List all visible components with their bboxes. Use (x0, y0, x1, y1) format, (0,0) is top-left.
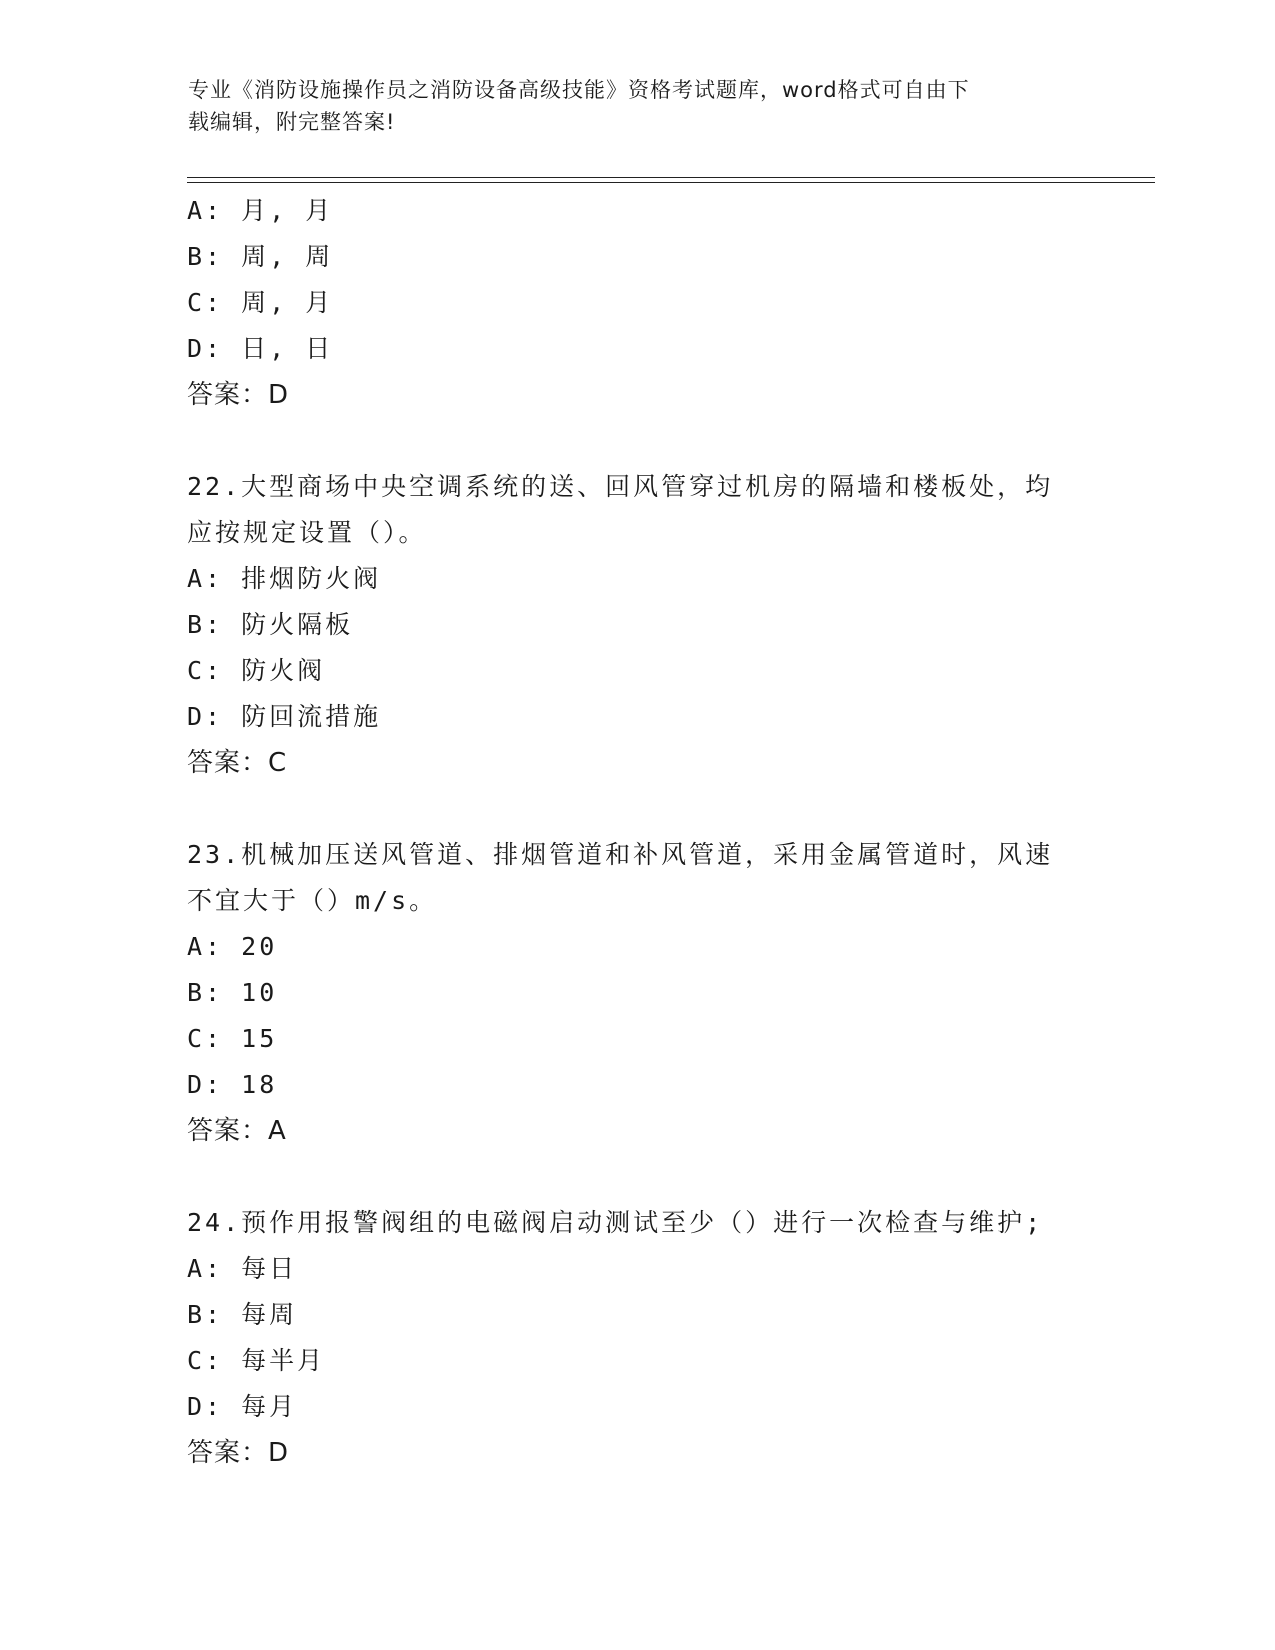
answer-line: 答案：D (187, 1438, 290, 1468)
document-header (188, 74, 1068, 138)
option-d: D: 18 (187, 1070, 278, 1099)
option-d: D: 每月 (187, 1392, 298, 1421)
answer-line: 答案：D (187, 380, 290, 410)
option-c: C: 每半月 (187, 1346, 326, 1375)
option-b: B: 每周 (187, 1300, 298, 1329)
header-line-1: 专业《消防设施操作员之消防设备高级技能》资格考试题库，word格式可自由下 (188, 78, 970, 102)
question-block-22 (187, 464, 1087, 786)
question-list (187, 188, 1087, 1476)
answer-line: 答案：A (187, 1116, 287, 1146)
question-text-line-2: 不宜大于（）m/s。 (187, 886, 438, 915)
option-a: A: 排烟防火阀 (187, 564, 382, 593)
spacer (187, 786, 1087, 832)
question-block-23 (187, 832, 1087, 1154)
option-d: D: 日, 日 (187, 334, 334, 363)
question-text-line-1: 22.大型商场中央空调系统的送、回风管穿过机房的隔墙和楼板处，均 (187, 472, 1054, 501)
option-c: C: 防火阀 (187, 656, 326, 685)
option-b: B: 10 (187, 978, 278, 1007)
question-block-24 (187, 1200, 1087, 1476)
spacer (187, 1154, 1087, 1200)
answer-line: 答案：C (187, 748, 288, 778)
header-line-2: 载编辑，附完整答案! (188, 110, 396, 134)
option-a: A: 每日 (187, 1254, 298, 1283)
option-a: A: 月, 月 (187, 196, 334, 225)
question-text-line-1: 24.预作用报警阀组的电磁阀启动测试至少（）进行一次检查与维护; (187, 1208, 1044, 1237)
option-b: B: 周, 周 (187, 242, 334, 271)
question-text-line-2: 应按规定设置（）。 (187, 518, 427, 547)
option-b: B: 防火隔板 (187, 610, 354, 639)
question-text-line-1: 23.机械加压送风管道、排烟管道和补风管道，采用金属管道时，风速 (187, 840, 1054, 869)
option-c: C: 15 (187, 1024, 278, 1053)
option-a: A: 20 (187, 932, 278, 961)
option-d: D: 防回流措施 (187, 702, 382, 731)
option-c: C: 周, 月 (187, 288, 334, 317)
header-divider-top (187, 177, 1155, 178)
header-divider-bottom (187, 182, 1155, 183)
question-block-21 (187, 188, 1087, 418)
spacer (187, 418, 1087, 464)
